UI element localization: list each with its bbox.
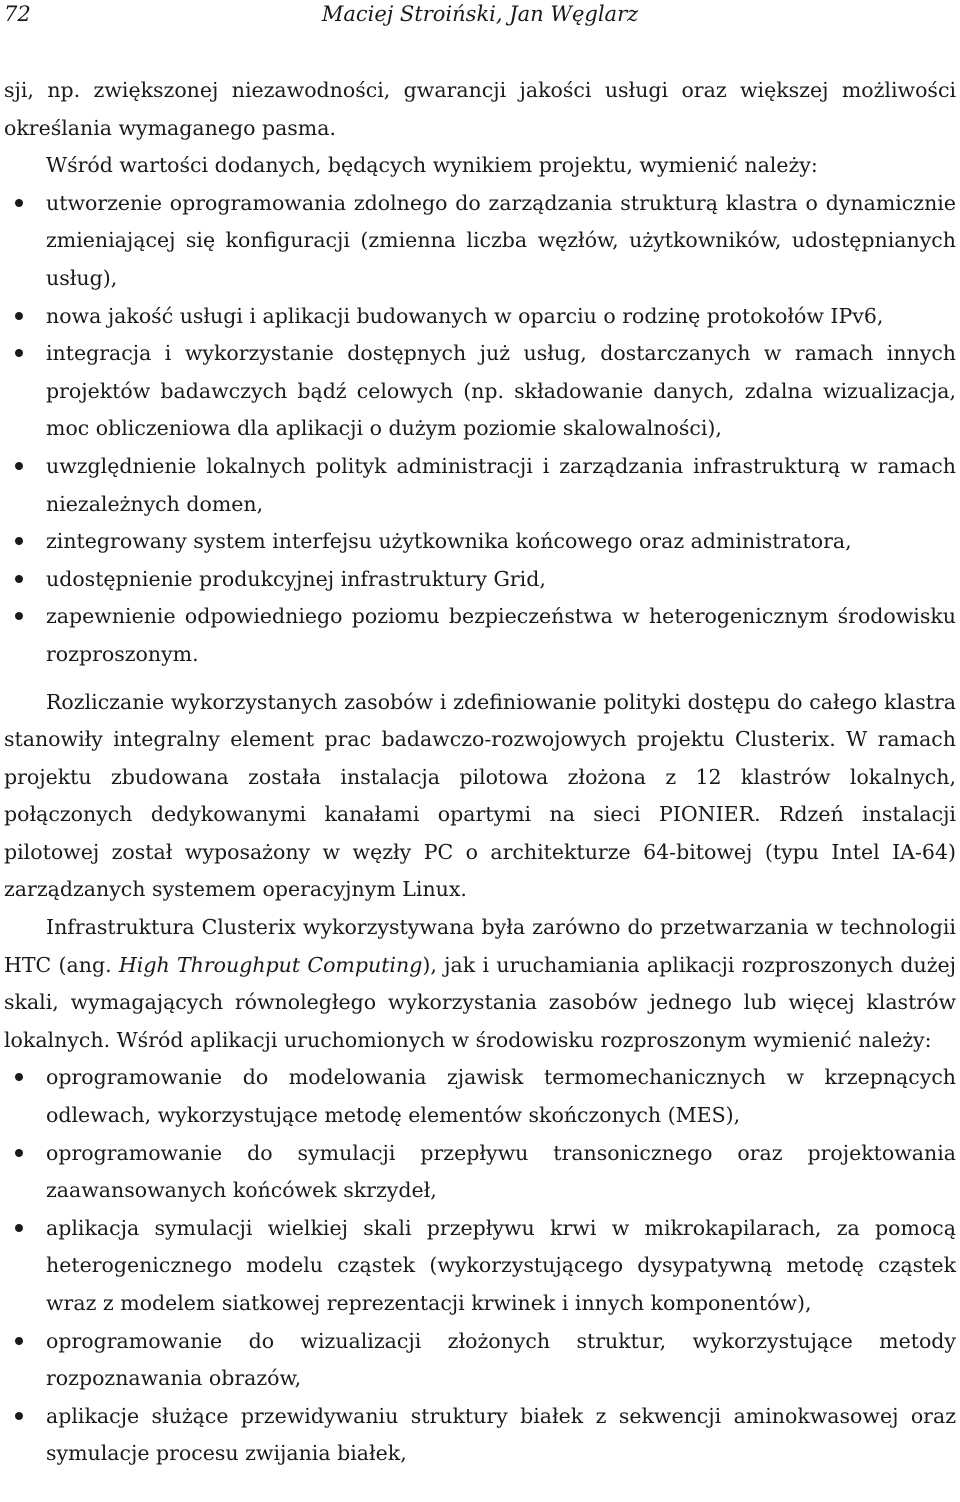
infrastructure-paragraph: Infrastruktura Clusterix wykorzystywana była zarówno do przetwarzania w technologii HTC (ang. High Throughput Computing), jak i uruchamiania aplikacji rozproszonych dużej skali, wymagających równoległego wykorzystania zasobów jednego lub więcej klastrów lokalnych. Wśród aplikacji uruchomionych w środowisku rozproszonym wymienić należy: xyxy=(4,915,956,1052)
bullet-icon xyxy=(15,1412,23,1420)
list-item: aplikacje służące przewidywaniu struktury białek z sekwencji aminokwasowej oraz symulacje procesu zwijania białek, xyxy=(4,1398,956,1473)
bullet-icon xyxy=(15,199,23,207)
bullet-icon xyxy=(15,1337,23,1345)
continued-paragraph: sji, np. zwiększonej niezawodności, gwarancji jakości usługi oraz większej możliwości określania wymaganego pasma. xyxy=(4,78,956,140)
accounting-paragraph: Rozliczanie wykorzystanych zasobów i zdefiniowanie polityki dostępu do całego klastra stanowiły integralny element prac badawczo-rozwojowych projektu Clusterix. W ramach projektu zbudowana została instalacja pilotowa złożona z 12 klastrów lokalnych, połączonych dedykowanymi kanałami opartymi na sieci PIONIER. Rdzeń instalacji pilotowej został wyposażony w węzły PC o architekturze 64-bitowej (typu Intel IA-64) zarządzanych systemem operacyjnym Linux. xyxy=(4,689,956,902)
list-item: uwzględnienie lokalnych polityk administracji i zarządzania infrastrukturą w ramach niezależnych domen, xyxy=(4,448,956,523)
page-number: 72 xyxy=(4,2,31,26)
bullet-icon xyxy=(15,612,23,620)
bullet-icon xyxy=(15,537,23,545)
list-item: zintegrowany system interfejsu użytkownika końcowego oraz administratora, xyxy=(4,523,956,561)
bullet-icon xyxy=(15,1224,23,1232)
list-item: utworzenie oprogramowania zdolnego do zarządzania strukturą klastra o dynamicznie zmieniającej się konfiguracji (zmienna liczba węzłów, użytkowników, udostępnianych usług), xyxy=(4,185,956,298)
page-body xyxy=(4,72,956,1473)
bullet-icon xyxy=(15,1149,23,1157)
list-item: zapewnienie odpowiedniego poziomu bezpieczeństwa w heterogenicznym środowisku rozproszonym. xyxy=(4,598,956,673)
list-item: nowa jakość usługi i aplikacji budowanych w oparciu o rodzinę protokołów IPv6, xyxy=(4,298,956,336)
list-item: oprogramowanie do modelowania zjawisk termomechanicznych w krzepnących odlewach, wykorzystujące metodę elementów skończonych (MES), xyxy=(4,1059,956,1134)
bullet-icon xyxy=(15,575,23,583)
list-item: udostępnienie produkcyjnej infrastruktury Grid, xyxy=(4,561,956,599)
list-item: integracja i wykorzystanie dostępnych już usług, dostarczanych w ramach innych projektów badawczych bądź celowych (np. składowanie danych, zdalna wizualizacja, moc obliczeniowa dla aplikacji o dużym poziomie skalowalności), xyxy=(4,335,956,448)
applications-list xyxy=(4,1059,956,1473)
running-header xyxy=(4,0,956,34)
bullet-icon xyxy=(15,349,23,357)
bullet-icon xyxy=(15,1073,23,1081)
htc-term: High Throughput Computing xyxy=(118,952,423,977)
list-item: oprogramowanie do symulacji przepływu transonicznego oraz projektowania zaawansowanych końcówek skrzydeł, xyxy=(4,1135,956,1210)
bullet-icon xyxy=(15,462,23,470)
list-item: oprogramowanie do wizualizacji złożonych struktur, wykorzystujące metody rozpoznawania obrazów, xyxy=(4,1323,956,1398)
list-item: aplikacja symulacji wielkiej skali przepływu krwi w mikrokapilarach, za pomocą heterogenicznego modelu cząstek (wykorzystującego dysypatywną metodę cząstek wraz z modelem siatkowej reprezentacji krwinek i innych komponentów), xyxy=(4,1210,956,1323)
bullet-icon xyxy=(15,312,23,320)
values-lead-paragraph: Wśród wartości dodanych, będących wynikiem projektu, wymienić należy: xyxy=(46,153,818,178)
values-list xyxy=(4,185,956,674)
running-title: Maciej Stroiński, Jan Węglarz xyxy=(321,2,639,26)
